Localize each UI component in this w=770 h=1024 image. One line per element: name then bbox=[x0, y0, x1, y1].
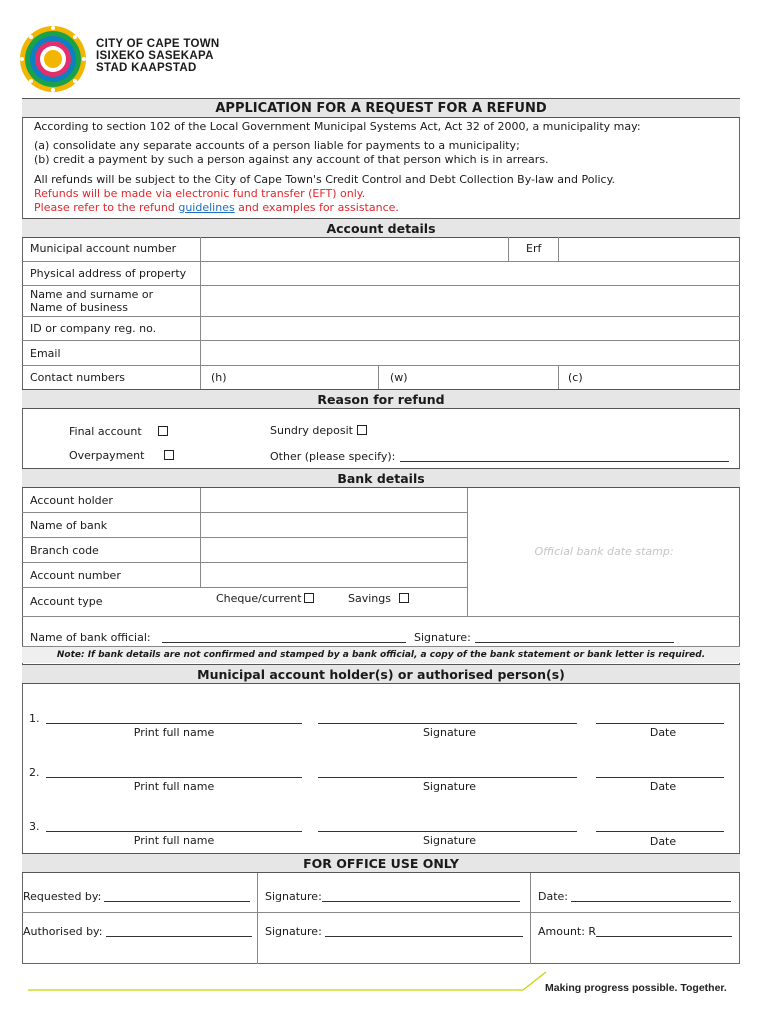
intro-paragraph: According to section 102 of the Local Government Municipal Systems Act, Act 32 of 2000, a municipality may: bbox=[34, 120, 641, 133]
overpayment-option[interactable] bbox=[69, 449, 174, 462]
bank-note: Note: If bank details are not confirmed and stamped by a bank official, a copy of the bank statement or bank letter is required. bbox=[22, 647, 740, 663]
holder2-date-caption: Date bbox=[649, 780, 677, 793]
final-account-label: Final account bbox=[69, 425, 142, 438]
contact-home-field[interactable] bbox=[228, 366, 377, 388]
final-account-option[interactable] bbox=[69, 425, 168, 438]
city-logo bbox=[18, 24, 88, 94]
intro-policy: All refunds will be subject to the City of Cape Town's Credit Control and Debt Collection By-law and Policy. bbox=[34, 173, 616, 186]
bank-name-label: Name of bank bbox=[30, 519, 108, 532]
holder1-name-field[interactable] bbox=[46, 723, 302, 724]
account-number-field[interactable] bbox=[201, 563, 466, 586]
logo-text-line2: ISIXEKO SASEKAPA bbox=[96, 50, 214, 62]
office-signature2-label: Signature: bbox=[265, 925, 322, 938]
holder1-date-field[interactable] bbox=[596, 723, 724, 724]
holder1-name-caption: Print full name bbox=[133, 726, 215, 739]
intro-eft-note: Refunds will be made via electronic fund transfer (EFT) only. bbox=[34, 187, 366, 200]
holder2-date-field[interactable] bbox=[596, 777, 724, 778]
holder2-signature-field[interactable] bbox=[318, 777, 577, 778]
holder1-signature-field[interactable] bbox=[318, 723, 577, 724]
contact-work-field[interactable] bbox=[410, 366, 557, 388]
amount-field[interactable] bbox=[596, 936, 732, 937]
bank-official-field[interactable] bbox=[162, 642, 406, 643]
sundry-deposit-label: Sundry deposit bbox=[270, 424, 353, 437]
contact-label: Contact numbers bbox=[30, 371, 125, 384]
contact-work-label: (w) bbox=[390, 371, 408, 384]
municipal-account-label: Municipal account number bbox=[30, 242, 177, 255]
name-label bbox=[30, 288, 153, 314]
footer-swoosh-line bbox=[28, 970, 548, 992]
final-account-checkbox[interactable] bbox=[158, 426, 168, 436]
intro-item-b: (b) credit a payment by such a person against any account of that person which is in arrears. bbox=[34, 153, 549, 166]
sundry-deposit-option[interactable] bbox=[270, 424, 367, 437]
holder3-date-field[interactable] bbox=[596, 831, 724, 832]
authorised-by-field[interactable] bbox=[106, 936, 252, 937]
cheque-checkbox[interactable] bbox=[304, 593, 314, 603]
holder3-name-caption: Print full name bbox=[133, 834, 215, 847]
office-date-field[interactable] bbox=[571, 901, 731, 902]
intro-item-a: (a) consolidate any separate accounts of a person liable for payments to a municipality; bbox=[34, 139, 520, 152]
overpayment-checkbox[interactable] bbox=[164, 450, 174, 460]
holder3-signature-caption: Signature bbox=[422, 834, 477, 847]
authorised-by-label: Authorised by: bbox=[23, 925, 103, 938]
name-label-line1: Name and surname or bbox=[30, 288, 154, 301]
holder2-name-field[interactable] bbox=[46, 777, 302, 778]
intro-guidelines-note bbox=[34, 201, 734, 215]
account-number-label: Account number bbox=[30, 569, 121, 582]
account-details-heading: Account details bbox=[22, 218, 740, 238]
savings-label: Savings bbox=[348, 592, 391, 605]
other-specify-field[interactable] bbox=[400, 461, 729, 462]
holder3-signature-field[interactable] bbox=[318, 831, 577, 832]
holder-number-1: 1. bbox=[29, 712, 40, 725]
holder2-signature-caption: Signature bbox=[422, 780, 477, 793]
name-field[interactable] bbox=[201, 286, 739, 315]
contact-home-label: (h) bbox=[211, 371, 227, 384]
holder-number-2: 2. bbox=[29, 766, 40, 779]
bank-name-field[interactable] bbox=[201, 513, 466, 536]
physical-address-field[interactable] bbox=[201, 262, 739, 284]
amount-label: Amount: R bbox=[538, 925, 597, 938]
holder3-date-caption: Date bbox=[649, 835, 677, 848]
requested-by-label: Requested by: bbox=[23, 890, 102, 903]
logo-text-line3: STAD KAAPSTAD bbox=[96, 62, 197, 74]
account-type-label: Account type bbox=[30, 595, 103, 608]
requested-by-field[interactable] bbox=[104, 901, 250, 902]
logo-text-line1: CITY OF CAPE TOWN bbox=[96, 38, 220, 50]
holder2-name-caption: Print full name bbox=[133, 780, 215, 793]
overpayment-label: Overpayment bbox=[69, 449, 145, 462]
guidelines-link[interactable]: guidelines bbox=[178, 201, 235, 214]
erf-field[interactable] bbox=[559, 238, 739, 260]
contact-cell-field[interactable] bbox=[586, 366, 739, 388]
contact-cell-label: (c) bbox=[568, 371, 583, 384]
physical-address-label: Physical address of property bbox=[30, 267, 187, 280]
holder-number-3: 3. bbox=[29, 820, 40, 833]
holder1-date-caption: Date bbox=[649, 726, 677, 739]
form-title: APPLICATION FOR A REQUEST FOR A REFUND bbox=[22, 98, 740, 118]
email-label: Email bbox=[30, 347, 61, 360]
bank-signature-label: Signature: bbox=[414, 631, 471, 644]
email-field[interactable] bbox=[201, 341, 739, 364]
account-holder-field[interactable] bbox=[201, 489, 466, 511]
office-date-label: Date: bbox=[538, 890, 568, 903]
savings-option[interactable] bbox=[348, 592, 409, 605]
other-label: Other (please specify): bbox=[270, 450, 396, 463]
branch-code-field[interactable] bbox=[201, 538, 466, 561]
guidelines-prefix: Please refer to the refund bbox=[34, 201, 179, 214]
holders-heading: Municipal account holder(s) or authorised person(s) bbox=[22, 664, 740, 684]
holder3-name-field[interactable] bbox=[46, 831, 302, 832]
branch-code-label: Branch code bbox=[30, 544, 99, 557]
account-holder-label: Account holder bbox=[30, 494, 113, 507]
id-label: ID or company reg. no. bbox=[30, 322, 157, 335]
cheque-label: Cheque/current bbox=[216, 592, 302, 605]
bank-signature-field[interactable] bbox=[475, 642, 674, 643]
office-signature1-field[interactable] bbox=[322, 901, 520, 902]
footer-tagline: Making progress possible. Together. bbox=[545, 982, 727, 994]
name-label-line2: Name of business bbox=[30, 301, 128, 314]
savings-checkbox[interactable] bbox=[399, 593, 409, 603]
municipal-account-field[interactable] bbox=[201, 238, 507, 260]
bank-heading: Bank details bbox=[22, 468, 740, 488]
cheque-option[interactable] bbox=[216, 592, 314, 605]
erf-label: Erf bbox=[526, 242, 542, 255]
bank-official-label: Name of bank official: bbox=[30, 631, 151, 644]
reason-heading: Reason for refund bbox=[22, 389, 740, 409]
city-emblem-icon bbox=[18, 24, 88, 94]
office-heading: FOR OFFICE USE ONLY bbox=[22, 853, 740, 873]
guidelines-suffix: and examples for assistance. bbox=[234, 201, 399, 214]
office-signature2-field[interactable] bbox=[325, 936, 523, 937]
office-signature1-label: Signature: bbox=[265, 890, 322, 903]
sundry-deposit-checkbox[interactable] bbox=[357, 425, 367, 435]
bank-stamp-area: Official bank date stamp: bbox=[534, 545, 674, 558]
holder1-signature-caption: Signature bbox=[422, 726, 477, 739]
id-field[interactable] bbox=[201, 317, 739, 339]
